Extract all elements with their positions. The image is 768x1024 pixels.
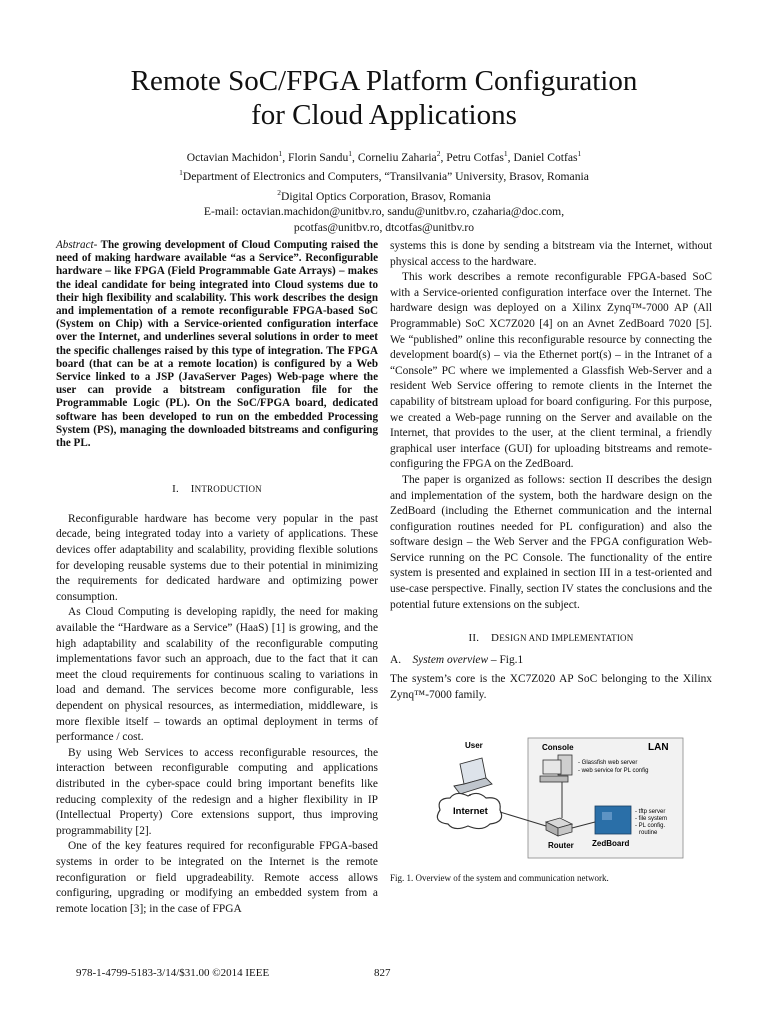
- right-column: [390, 239, 712, 704]
- console-item-2: - web service for PL config: [578, 768, 649, 774]
- user-label: User: [465, 741, 483, 750]
- figure-caption: Fig. 1. Overview of the system and communication network.: [390, 873, 609, 883]
- author-1: Octavian Machidon$^1$,: [186, 149, 289, 164]
- author-4: Petru Cotfas$^1$,: [446, 149, 514, 164]
- zedboard-chip-icon: [602, 812, 612, 820]
- affiliation-2: $^2$Digital Optics Corporation, Brasov, Romania: [277, 187, 491, 203]
- system-overview-figure: [420, 734, 685, 864]
- intro-paragraph-5: This work describes a remote reconfigurable FPGA-based SoC with a Service-oriented configuration interface over the Internet. The hardware design was deployed on a Xilinx Zynq™-7000 AP (All Programmable) SoC XC7Z020 [4] on an Avnet ZedBoard 7020 [5]. We “published” online this reconfigurable resource by connecting the development board(s) – via the Ethernet port(s) – in the Intranet of a “Console” PC where we implemented a Glassfish Web-Server and a resident Web Service offering to remote clients in the Internet the capability of bitstream upload for board configuring. For this purpose, we created a Web-page running on the Server and available on the Internet, that provides to the user, at the client terminal, a friendly graphical user interface (GUI) for uploading bitstreams and remote-configuring the FPGA on the ZedBoard.: [390, 271, 712, 471]
- section-heading-introduction: I. INTRODUCTION: [172, 483, 262, 496]
- paper-title: [0, 64, 768, 132]
- author-block: [0, 146, 768, 235]
- author-list: [0, 146, 768, 165]
- laptop-icon: [454, 758, 492, 794]
- zedboard-item-1: - tftp server: [635, 809, 666, 815]
- intro-paragraph-2: As Cloud Computing is developing rapidly, the need for making available the “Hardware as a Service” (HaaS) [1] is growing, and the high adaptability and scalability of the reconfigurable computing implementations favor such an approach, due to the fact that it can meet the cloud requirements for continuous scaling to variations in load and demand. The services become more configurable, less dependent on physical resources, as intermediation, middleware, is more flexible itself – towards an optimal deployment in terms of performance / cost.: [56, 606, 378, 744]
- design-paragraph-1: The system’s core is the XC7Z020 AP SoC belonging to the Xilinx Zynq™-7000 family.: [390, 673, 712, 702]
- abstract-text: The growing development of Cloud Computing raised the need of making hardware available “as a Service”. Reconfigurable hardware – like FPGA (Field Programmable Gate Arrays) – makes the ideal candidate for being integrated into Cloud systems due to their high flexibility and scalability. This work describes the design and implementation of a remote reconfigurable FPGA-based SoC (System on Chip) with a Service-oriented configuration interface over the Internet, and underlines several solutions in order to meet the specific challenges raised by this type of integration. The FPGA board (that can be at a remote location) is configured by a Web Service linked to a JSP (JavaServer Pages) Web-page where the user can provide a bitstream configuration file for the Programmable Logic (PL). On the SoC/FPGA board, dedicated software has been developed to run on the embedded Processing System (PS), managing the downloaded bitstreams and configuring the PL.: [56, 239, 378, 450]
- title-line-2: for Cloud Applications: [251, 99, 517, 131]
- intro-paragraph-3: By using Web Services to access reconfigurable resources, the interaction between reconfigurable computing and applications distributed in the cyber-space could bring important benefits like reducing complexity of the redesign and a higher flexibility in IP (Intellectual Property) Core extensions support, thus improving programmability [2].: [56, 746, 378, 837]
- author-2: Florin Sandu$^1$,: [288, 149, 358, 164]
- console-label: Console: [542, 743, 574, 752]
- lan-label: LAN: [648, 742, 669, 753]
- email-line-1: E-mail: octavian.machidon@unitbv.ro, sandu@unitbv.ro, czaharia@doc.com,: [203, 205, 565, 219]
- zedboard-icon: [595, 806, 631, 834]
- email-line-2: pcotfas@unitbv.ro, dtcotfas@unitbv.ro: [293, 220, 475, 234]
- intro-paragraph-1: Reconfigurable hardware has become very popular in the past decade, being integrated today into a variety of applications. These devices offer adaptability and scalability, providing flexible solutions for developing reusable systems due to their potential in minimizing the requirements for dedicated hardware and optimizing power consumption.: [56, 512, 378, 603]
- zedboard-item-2: - file system: [635, 816, 668, 822]
- abstract-label: Abstract-: [56, 239, 98, 251]
- affiliation-1: $^1$Department of Electronics and Computers, “Transilvania” University, Brasov, Romania: [179, 168, 589, 184]
- left-column: [56, 239, 378, 917]
- zedboard-label: ZedBoard: [592, 839, 630, 848]
- author-5: Daniel Cotfas$^1$: [513, 149, 582, 164]
- author-3: Corneliu Zaharia$^2$,: [357, 149, 447, 164]
- title-line-1: Remote SoC/FPGA Platform Configuration: [130, 65, 638, 97]
- console-item-1: - Glassfish web server: [578, 760, 638, 766]
- router-label: Router: [548, 841, 574, 850]
- zedboard-item-3: - PL config.: [635, 823, 666, 829]
- footer-copyright: 978-1-4799-5183-3/14/$31.00 ©2014 IEEE: [76, 967, 270, 979]
- internet-label: Internet: [453, 806, 488, 817]
- section-heading-design: II. DESIGN AND IMPLEMENTATION: [468, 632, 634, 645]
- intro-paragraph-4: One of the key features required for reconfigurable FPGA-based systems in order to be integrated on the Internet is the remote reconfiguration or field upgradeability. Remote access allows configuring, upgrading or modifying an embedded system from a remote location [3]; in the case of FPGA: [56, 840, 378, 915]
- abstract: [56, 239, 378, 450]
- subsection-heading-system-overview: A. System overview – Fig.1: [390, 653, 524, 666]
- intro-paragraph-4-cont: systems this is done by sending a bitstream via the Internet, without physical access to the hardware.: [390, 240, 712, 268]
- intro-paragraph-6: The paper is organized as follows: section II describes the design and implementation of the system, both the hardware design on the ZedBoard (including the Ethernet communication and the internal configuration routines needed for PL configuration) and also the software design – the Web Server and the FPGA configuration Web-Service running on the PC Console. The functionality of the entire system is presented and explained in section III in a test-oriented and use-case perspective. Finally, section IV states the conclusions and the potential future extensions on the subject.: [390, 473, 712, 611]
- page-number: 827: [374, 967, 391, 979]
- zedboard-item-4: routine: [639, 830, 658, 836]
